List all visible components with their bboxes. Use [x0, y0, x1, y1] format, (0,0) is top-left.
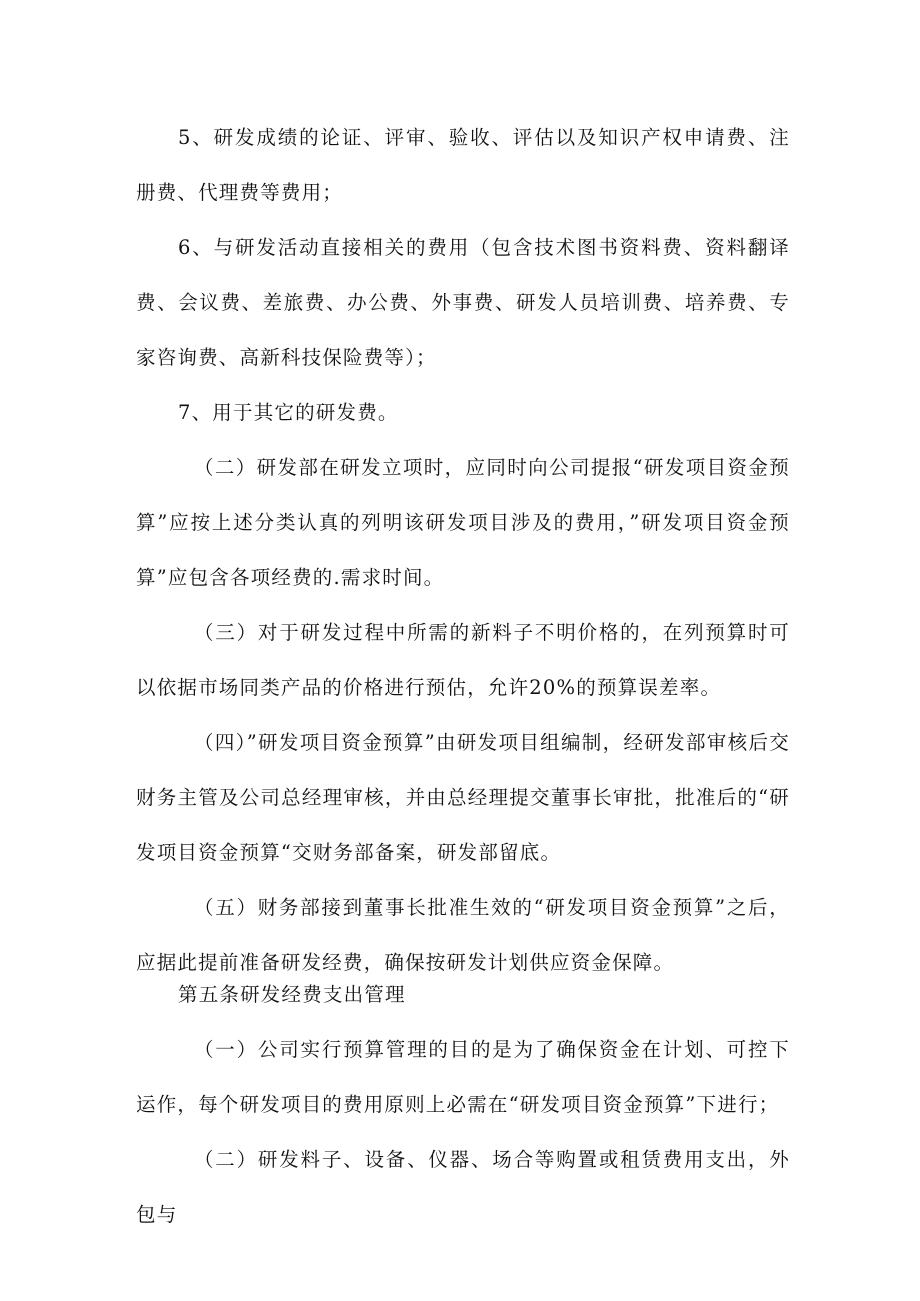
paragraph-section-4: （四）”研发项目资金预算”由研发项目组编制，经研发部审核后交财务主管及公司总经理审核，并由总经理提交董事长审批，批准后的“研发项目资金预算“交财务部备案，研发部留底。 [136, 731, 790, 864]
paragraph-section-2: （二）研发部在研发立项时，应同时向公司提报“研发项目资金预算”应按上述分类认真的列明该研发项目涉及的费用，”研发项目资金预算”应包含各项经费的.需求时间。 [136, 456, 790, 589]
paragraph-section-5: （五）财务部接到董事长批准生效的“研发项目资金预算”之后，应据此提前准备研发经费，确保按研发计划供应资金保障。 [136, 896, 790, 974]
paragraph-article5-2: （二）研发料子、设备、仪器、场合等购置或租赁费用支出，外包与 [136, 1148, 790, 1226]
paragraph-item-5: 5、研发成绩的论证、评审、验收、评估以及知识产权申请费、注册费、代理费等费用； [136, 126, 790, 204]
article-heading-5: 第五条研发经费支出管理 [178, 983, 406, 1006]
paragraph-article5-1: （一）公司实行预算管理的目的是为了确保资金在计划、可控下运作，每个研发项目的费用原则上必需在“研发项目资金预算”下进行； [136, 1038, 790, 1116]
paragraph-item-6: 6、与研发活动直接相关的费用（包含技术图书资料费、资料翻译费、会议费、差旅费、办公费、外事费、研发人员培训费、培养费、专家咨询费、高新科技保险费等）； [136, 236, 790, 369]
paragraph-section-3: （三）对于研发过程中所需的新料子不明价格的，在列预算时可以依据市场同类产品的价格进行预估，允许20%的预算误差率。 [136, 621, 790, 699]
paragraph-item-7: 7、用于其它的研发费。 [178, 401, 399, 424]
